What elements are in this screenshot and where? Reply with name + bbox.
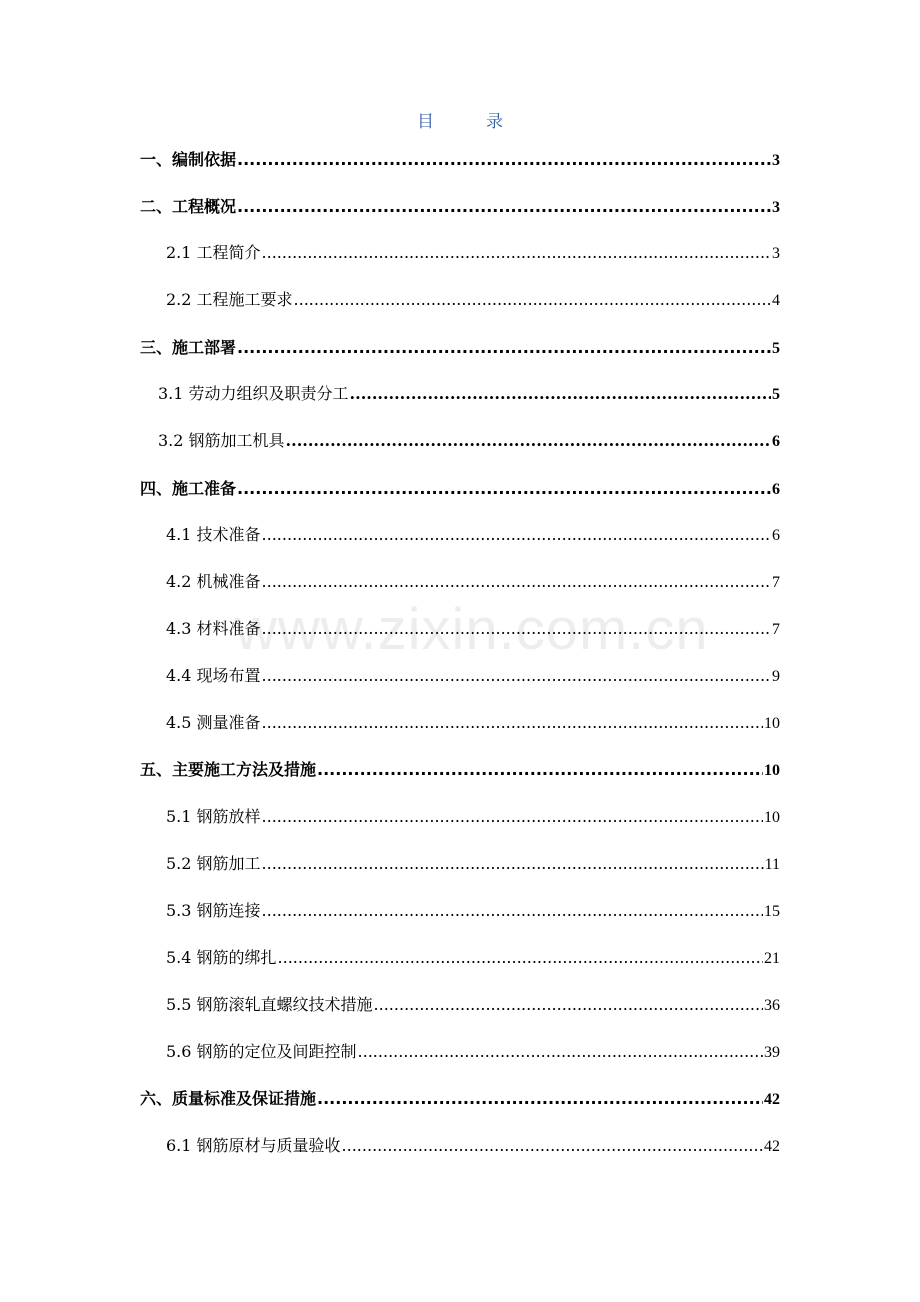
toc-entry[interactable]	[166, 569, 780, 593]
toc-entry-page: 4	[772, 292, 780, 309]
toc-entry[interactable]	[166, 851, 780, 875]
toc-entry-page: 5	[772, 386, 780, 403]
toc-entry[interactable]	[158, 428, 780, 452]
toc-entry-label: 5.3 钢筋连接	[166, 901, 261, 920]
toc-leader	[262, 807, 763, 826]
toc-entry[interactable]	[166, 240, 780, 264]
toc-entry-label: 4.5 测量准备	[166, 713, 261, 732]
toc-entry[interactable]	[140, 476, 780, 500]
toc-entry[interactable]	[140, 147, 780, 171]
toc-entry-page: 36	[764, 997, 780, 1014]
toc-entry-label: 5.2 钢筋加工	[166, 854, 261, 873]
toc-leader	[278, 948, 763, 967]
toc-entry-page: 10	[764, 762, 780, 779]
toc-entry-label: 4.2 机械准备	[166, 572, 261, 591]
toc-entry-page: 39	[764, 1044, 780, 1061]
toc-leader	[286, 431, 771, 450]
toc-entry-page: 10	[764, 809, 780, 826]
toc-entry-label: 五、主要施工方法及措施	[140, 760, 317, 779]
toc-entry[interactable]	[140, 1086, 780, 1110]
toc-entry-label: 3.1 劳动力组织及职责分工	[158, 384, 349, 403]
toc-entry[interactable]	[166, 616, 780, 640]
toc-leader	[237, 197, 771, 216]
toc-entry-page: 11	[764, 856, 780, 873]
toc-entry[interactable]	[166, 1133, 780, 1157]
toc-entry-label: 六、质量标准及保证措施	[140, 1089, 317, 1108]
toc-entry[interactable]	[166, 898, 780, 922]
toc-entry[interactable]	[166, 992, 780, 1016]
toc-entry[interactable]	[166, 804, 780, 828]
toc-leader	[237, 479, 771, 498]
toc-entry[interactable]	[140, 757, 780, 781]
toc-leader	[317, 1089, 763, 1108]
toc-entry-label: 5.1 钢筋放样	[166, 807, 261, 826]
toc-entry[interactable]	[158, 381, 780, 405]
toc-entry[interactable]	[166, 287, 780, 311]
toc-title-left: 目	[417, 112, 434, 132]
toc-leader	[262, 713, 763, 732]
toc-leader	[262, 666, 771, 685]
toc-title-right: 录	[486, 112, 503, 132]
toc-entry-page: 3	[772, 199, 780, 216]
toc-leader	[374, 995, 763, 1014]
toc-leader	[262, 901, 763, 920]
toc-entry-page: 21	[764, 950, 780, 967]
toc-entry-page: 42	[764, 1091, 780, 1108]
toc-entry-label: 二、工程概况	[140, 197, 237, 216]
toc-entry-label: 4.3 材料准备	[166, 619, 261, 638]
toc-entry-page: 5	[772, 340, 780, 357]
toc-entry[interactable]	[166, 710, 780, 734]
toc-entry-page: 6	[772, 527, 780, 544]
toc-entry-page: 9	[772, 668, 780, 685]
toc-leader	[342, 1136, 763, 1155]
toc-entry[interactable]	[166, 945, 780, 969]
toc-leader	[317, 760, 763, 779]
toc-entry-label: 5.6 钢筋的定位及间距控制	[166, 1042, 357, 1061]
toc-leader	[294, 290, 771, 309]
toc-leader	[262, 243, 771, 262]
toc-leader	[350, 384, 771, 403]
toc-entry-label: 一、编制依据	[140, 150, 237, 169]
toc-leader	[262, 619, 771, 638]
toc-entry-page: 7	[772, 574, 780, 591]
toc-entry-label: 5.5 钢筋滚轧直螺纹技术措施	[166, 995, 373, 1014]
toc-entry[interactable]	[140, 194, 780, 218]
toc-entry-label: 2.1 工程简介	[166, 243, 261, 262]
toc-entry-label: 三、施工部署	[140, 338, 237, 357]
toc-entry-page: 3	[772, 152, 780, 169]
toc-entry-page: 3	[772, 245, 780, 262]
toc-entry-label: 3.2 钢筋加工机具	[158, 431, 285, 450]
toc-entry[interactable]	[166, 522, 780, 546]
toc-leader	[358, 1042, 763, 1061]
toc-entry[interactable]	[166, 663, 780, 687]
toc-leader	[262, 525, 771, 544]
toc-entry-page: 6	[772, 433, 780, 450]
toc-entry-label: 4.4 现场布置	[166, 666, 261, 685]
toc-entry[interactable]	[166, 1039, 780, 1063]
toc-entry-label: 4.1 技术准备	[166, 525, 261, 544]
watermark: www.zixin.com.cn	[235, 597, 709, 662]
toc-entry-label: 四、施工准备	[140, 479, 237, 498]
toc-entry-page: 7	[772, 621, 780, 638]
toc-entry-page: 6	[772, 481, 780, 498]
toc-leader	[262, 854, 764, 873]
toc-entry-page: 15	[764, 903, 780, 920]
toc-leader	[237, 338, 771, 357]
toc-entry-label: 6.1 钢筋原材与质量验收	[166, 1136, 341, 1155]
toc-leader	[237, 150, 771, 169]
toc-entry-page: 10	[764, 715, 780, 732]
toc-leader	[262, 572, 771, 591]
toc-title	[0, 107, 920, 132]
toc-entry[interactable]	[140, 335, 780, 359]
toc-entry-label: 2.2 工程施工要求	[166, 290, 293, 309]
toc-entry-page: 42	[764, 1138, 780, 1155]
toc-entry-label: 5.4 钢筋的绑扎	[166, 948, 277, 967]
